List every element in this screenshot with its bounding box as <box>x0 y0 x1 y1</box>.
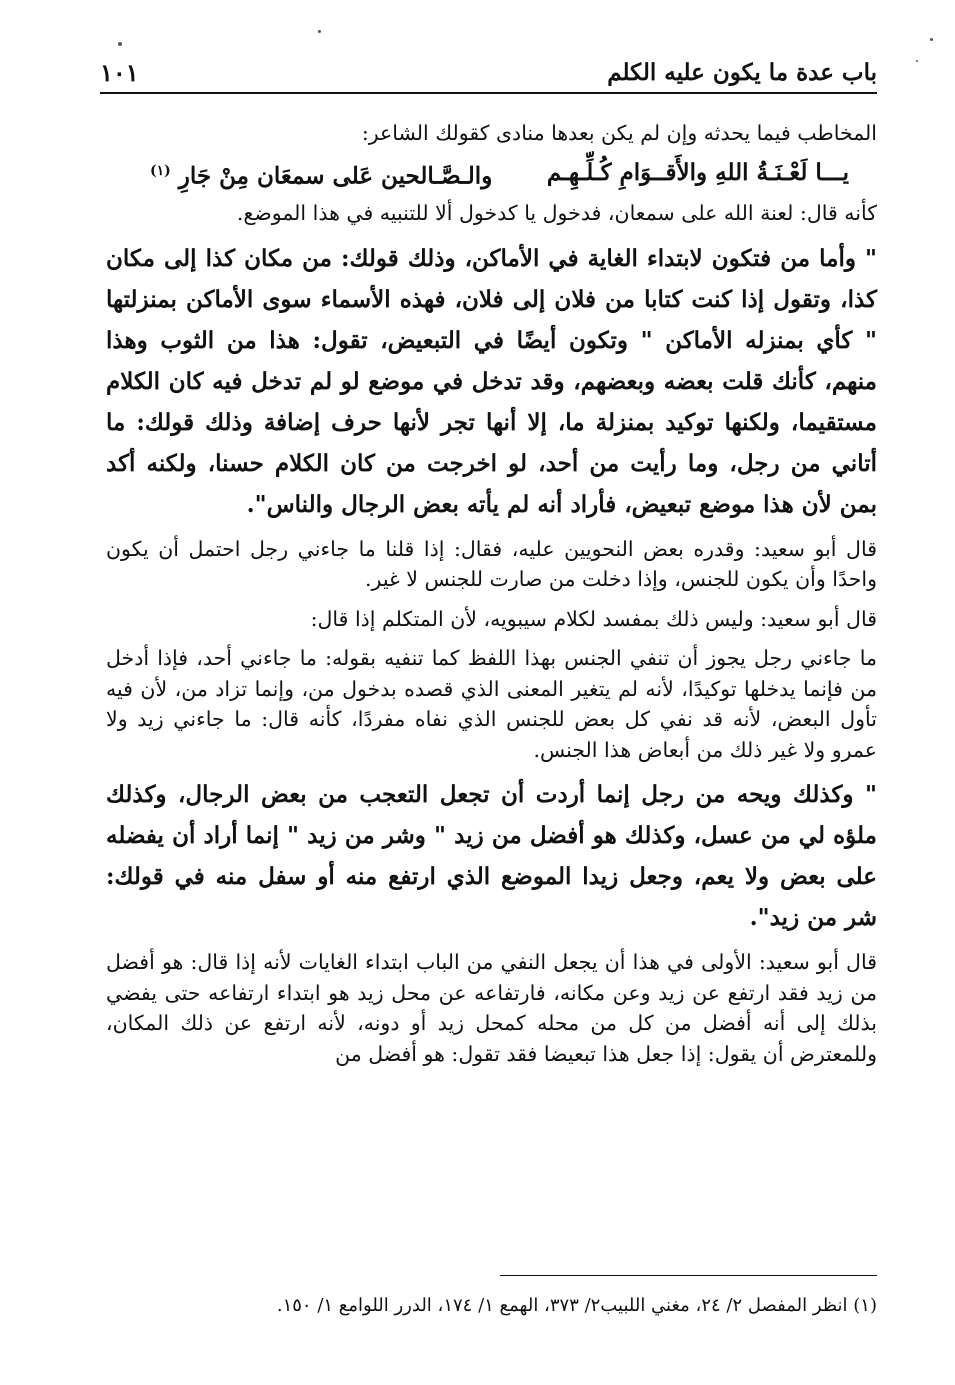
paragraph: قال أبو سعيد: وقدره بعض النحويين عليه، فقال: إذا قلنا ما جاءني رجل احتمل أن يكون واحدًا وأن يكون للجنس، وإذا دخلت من صارت للجنس لا غير. <box>106 536 877 592</box>
chapter-title: باب عدة ما يكون عليه الكلم <box>607 58 877 86</box>
footnote-marker: (١) <box>150 162 171 179</box>
paragraph: المخاطب فيما يحدثه وإن لم يكن بعدها منادى كقولك الشاعر: <box>361 121 877 145</box>
paragraph: قال أبو سعيد: الأولى في هذا أن يجعل النفي من الباب ابتداء الغايات لأنه إذا قال: هو أفضل من زيد فقد ارتفع عن زيد وعن مكانه، فارتفاعه عن محل زيد هو ابتداء ارتفاعه حتى يفضي بذلك إلى أنه أفضل من كل من محله كمحل زيد أو دونه، لأنه ارتفع عن ذلك المكان، وللمعترض أن يقول: إذا جعل هذا تبعيضا فقد تقول: هو أفضل من <box>106 950 877 1066</box>
main-text <box>106 118 877 1069</box>
verse-first-hemistich: يـــا لَعْـنَـةُ اللهِ والأَقــوَامِ كُـلِّـهِـم <box>546 159 849 187</box>
paragraph: ما جاءني رجل يجوز أن تنفي الجنس بهذا اللفظ كما تنفيه بقوله: ما جاءني أحد، فإذا أدخل من فإنما يدخلها توكيدًا، لأنه لم يتغير المعنى الذي قصده بدخول من، وإنما تزاد من، لأن فيه تأول البعض، لأنه قد نفي كل بعض للجنس الذي نفاه مفردًا، كأنه قال: ما جاءني زيد ولا عمرو ولا غير ذلك من أبعاض هذا الجنس. <box>106 646 877 762</box>
footnote: (١) انظر المفصل ٢/ ٢٤، مغني اللبيب٢/ ٣٧٣، الهمع ١/ ١٧٤، الدرر اللوامع ١/ ١٥٠. <box>276 1295 877 1316</box>
paragraph: كأنه قال: لعنة الله على سمعان، فدخول يا كدخول ألا للتنبيه في هذا الموضع. <box>236 201 877 226</box>
quoted-paragraph: " وأما من فتكون لابتداء الغاية في الأماكن، وذلك قولك: من مكان كذا إلى مكان كذا، وتقول إذا كنت كتابا من فلان إلى فلان، فهذه الأسماء سوى الأماكن بمنزلتها " كأي بمنزله الأماكن " وتكون أيضًا في التبعيض، تقول: هذا من الثوب وهذا منهم، كأنك قلت بعضه وبعضهم، وقد تدخل في موضع لو لم تدخل فيه كان الكلام مستقيما، ولكنها توكيد بمنزلة ما، إلا أنها تجر لأنها حرف إضافة وذلك قولك: ما أتاني من رجل، وما رأيت من أحد، لو اخرجت من كان الكلام حسنا، ولكنه أكد بمن لأن هذا موضع تبعيض، فأراد أنه لم يأته بعض الرجال والناس". <box>106 244 877 518</box>
footnote-separator <box>500 1275 877 1276</box>
verse-second-hemistich: والـصَّـالحين عَلى سمعَان مِنْ جَارِ $^{(١)}$ <box>150 162 493 190</box>
running-header <box>100 52 877 94</box>
page-number: ١٠١ <box>100 57 139 87</box>
poetry-verse <box>106 149 877 199</box>
paragraph: قال أبو سعيد: وليس ذلك بمفسد لكلام سيبويه، لأن المتكلم إذا قال: <box>310 606 877 631</box>
quoted-paragraph: " وكذلك ويحه من رجل إنما أردت أن تجعل التعجب من بعض الرجال، وكذلك ملؤه لي من عسل، وكذلك هو أفضل من زيد " وشر من زيد " إنما أراد أن يفضله على بعض ولا يعم، وجعل زيدا الموضع الذي ارتفع منه أو سفل منه في قولك: شر من زيد". <box>106 781 877 932</box>
scan-speck <box>930 38 933 41</box>
scan-speck <box>118 42 122 46</box>
scan-speck <box>318 30 321 33</box>
scan-speck <box>916 60 918 62</box>
